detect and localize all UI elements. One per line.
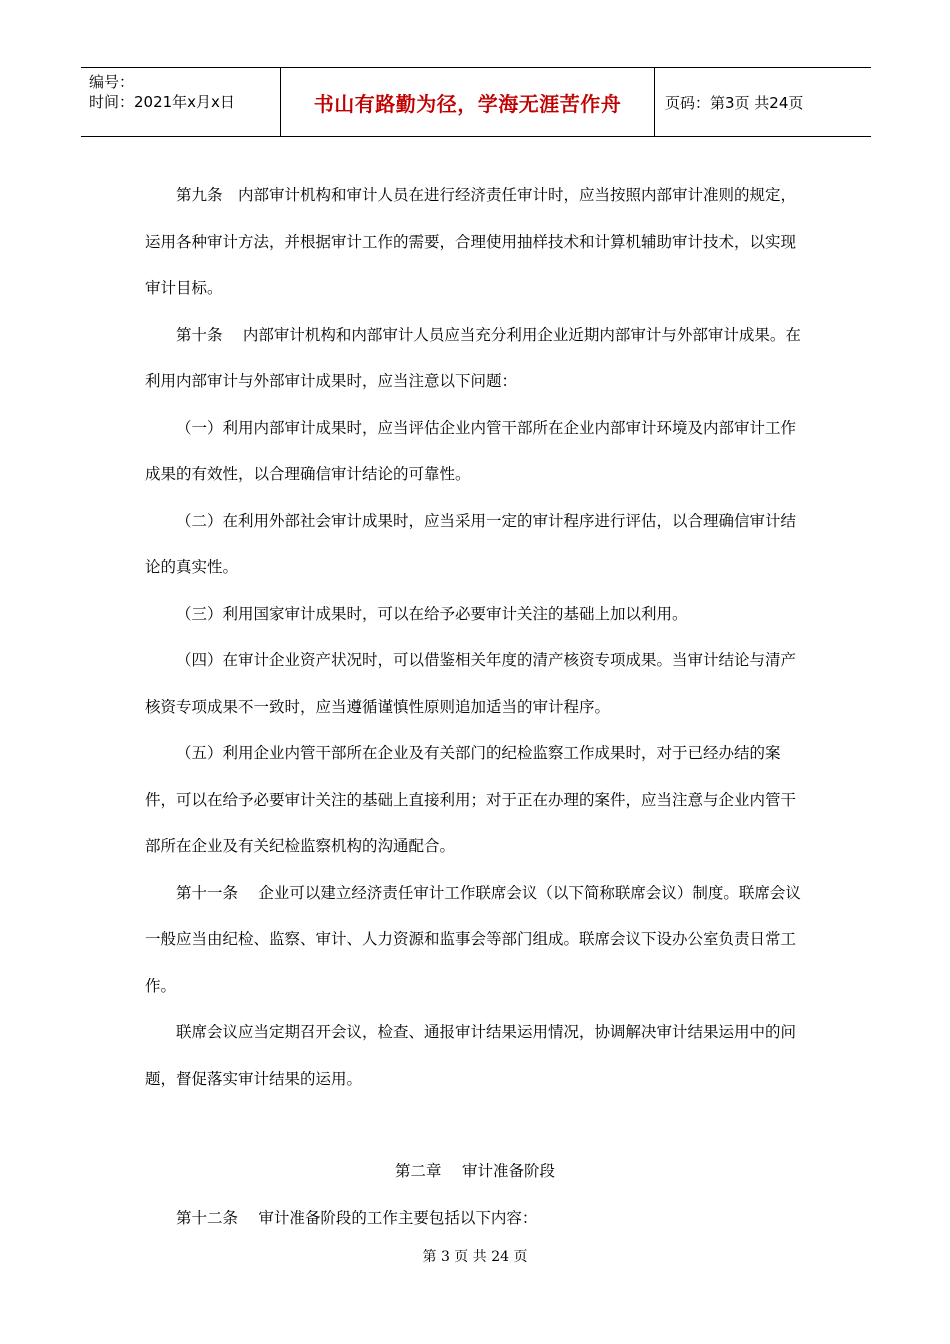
header-page-info: 页码：第3页 共24页 [665,93,804,112]
paragraph-joint-meeting: 联席会议应当定期召开会议，检查、通报审计结果运用情况，协调解决审计结果运用中的问题，督促落实审计结果的运用。 [145,1023,797,1088]
document-body [145,172,805,1241]
paragraph-item-4: （四）在审计企业资产状况时，可以借鉴相关年度的清产核资专项成果。当审计结论与清产核资专项成果不一致时，应当遵循谨慎性原则追加适当的审计程序。 [145,651,797,716]
document-time-label: 时间：2021年x月x日 [89,93,235,111]
section-gap [145,1102,805,1148]
paragraph-article-12: 第十二条 审计准备阶段的工作主要包括以下内容： [176,1208,538,1227]
paragraph-article-9: 第九条 内部审计机构和审计人员在进行经济责任审计时，应当按照内部审计准则的规定，运用各种审计方法，并根据审计工作的需要，合理使用抽样技术和计算机辅助审计技术，以实现审计目标。 [145,186,797,297]
paragraph-item-2: （二）在利用外部社会审计成果时，应当采用一定的审计程序进行评估，以合理确信审计结论的真实性。 [145,511,797,576]
page-footer: 第 3 页 共 24 页 [422,1249,528,1265]
paragraph-item-1: （一）利用内部审计成果时，应当评估企业内管干部所在企业内部审计环境及内部审计工作成果的有效性，以合理确信审计结论的可靠性。 [145,418,797,483]
paragraph-article-11: 第十一条 企业可以建立经济责任审计工作联席会议（以下简称联席会议）制度。联席会议一般应当由纪检、监察、审计、人力资源和监事会等部门组成。联席会议下设办公室负责日常工作。 [145,883,801,995]
header-motto: 书山有路勤为径，学海无涯苦作舟 [281,68,655,136]
header-meta [81,68,281,136]
paragraph-item-3: （三）利用国家审计成果时，可以在给予必要审计关注的基础上加以利用。 [176,604,688,623]
paragraph-article-10: 第十条 内部审计机构和内部审计人员应当充分利用企业近期内部审计与外部审计成果。在利用内部审计与外部审计成果时，应当注意以下问题： [145,325,801,390]
chapter-title: 第二章 审计准备阶段 [395,1162,555,1180]
document-number-label: 编号： [89,73,135,91]
paragraph-item-5: （五）利用企业内管干部所在企业及有关部门的纪检监察工作成果时，对于已经办结的案件，可以在给予必要审计关注的基础上直接利用；对于正在办理的案件，应当注意与企业内管干部所在企业及有关纪检监察机构的沟通配合。 [145,744,797,855]
page-header [81,67,871,137]
